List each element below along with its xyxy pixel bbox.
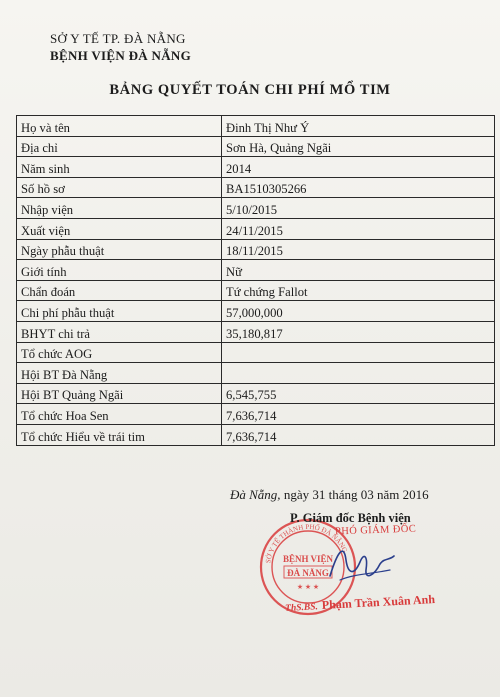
date-line (230, 487, 429, 503)
row-value: 57,000,000 (222, 301, 495, 322)
table-row (17, 321, 495, 342)
table-row (17, 239, 495, 260)
table-row (17, 280, 495, 301)
row-label: Tổ chức AOG (17, 342, 222, 363)
row-value: Đinh Thị Như Ý (222, 116, 495, 137)
table-row (17, 404, 495, 425)
department-name: SỞ Y TẾ TP. ĐÀ NẴNG (50, 31, 186, 46)
table-row (17, 177, 495, 198)
table-row (17, 218, 495, 239)
row-label: Tổ chức Hiểu về trái tim (17, 424, 222, 445)
hospital-name: BỆNH VIỆN ĐÀ NẴNG (50, 48, 192, 63)
row-label: Hội BT Quảng Ngãi (17, 383, 222, 404)
svg-text:SỞ Y TẾ THÀNH PHỐ ĐÀ NẴNG: SỞ Y TẾ THÀNH PHỐ ĐÀ NẴNG (264, 522, 349, 564)
signer-degree: ThS.BS. (284, 602, 319, 614)
row-value: 18/11/2015 (222, 239, 495, 260)
row-label: Chi phí phẫu thuật (17, 301, 222, 322)
row-value: Nữ (222, 260, 495, 281)
row-value: 5/10/2015 (222, 198, 495, 219)
row-label: Chẩn đoán (17, 280, 222, 301)
table-row (17, 383, 495, 404)
row-value: 7,636,714 (222, 424, 495, 445)
row-label: Họ và tên (17, 116, 222, 137)
date-place: Đà Nẵng, (230, 487, 281, 502)
stamp-subtitle: PHÓ GIÁM ĐỐC (334, 523, 417, 538)
row-label: Năm sinh (17, 157, 222, 178)
svg-text:★ ★ ★: ★ ★ ★ (296, 583, 320, 591)
row-value: 2014 (222, 157, 495, 178)
signature-icon (320, 530, 400, 590)
row-value (222, 363, 495, 384)
row-value: 6,545,755 (222, 383, 495, 404)
row-label: Tổ chức Hoa Sen (17, 404, 222, 425)
date-text: ngày 31 tháng 03 năm 2016 (283, 487, 429, 502)
row-value: 7,636,714 (222, 404, 495, 425)
table-row (17, 260, 495, 281)
row-label: Hội BT Đà Nẵng (17, 363, 222, 384)
svg-text:ĐÀ NẴNG: ĐÀ NẴNG (287, 568, 329, 578)
row-value: Tứ chứng Fallot (222, 280, 495, 301)
signer-name: Phạm Trần Xuân Anh (321, 592, 436, 612)
row-value: BA1510305266 (222, 177, 495, 198)
row-label: Xuất viện (17, 218, 222, 239)
table-row (17, 198, 495, 219)
row-label: Giới tính (17, 260, 222, 281)
row-label: Địa chỉ (17, 136, 222, 157)
row-label: BHYT chi trả (17, 321, 222, 342)
table-row (17, 342, 495, 363)
table-row (17, 116, 495, 137)
svg-text:BỆNH VIỆN: BỆNH VIỆN (282, 554, 334, 564)
row-value: 35,180,817 (222, 321, 495, 342)
table-row (17, 301, 495, 322)
table-row (17, 136, 495, 157)
signature-title: P. Giám đốc Bệnh viện (290, 511, 411, 525)
row-label: Ngày phẫu thuật (17, 239, 222, 260)
row-value: Sơn Hà, Quảng Ngãi (222, 136, 495, 157)
cost-table (16, 115, 495, 446)
table-row (17, 363, 495, 384)
table-row (17, 424, 495, 445)
row-value: 24/11/2015 (222, 218, 495, 239)
row-value (222, 342, 495, 363)
table-row (17, 157, 495, 178)
document-title: BẢNG QUYẾT TOÁN CHI PHÍ MỔ TIM (109, 82, 391, 98)
row-label: Nhập viện (17, 198, 222, 219)
document-header (50, 30, 191, 64)
row-label: Số hồ sơ (17, 177, 222, 198)
